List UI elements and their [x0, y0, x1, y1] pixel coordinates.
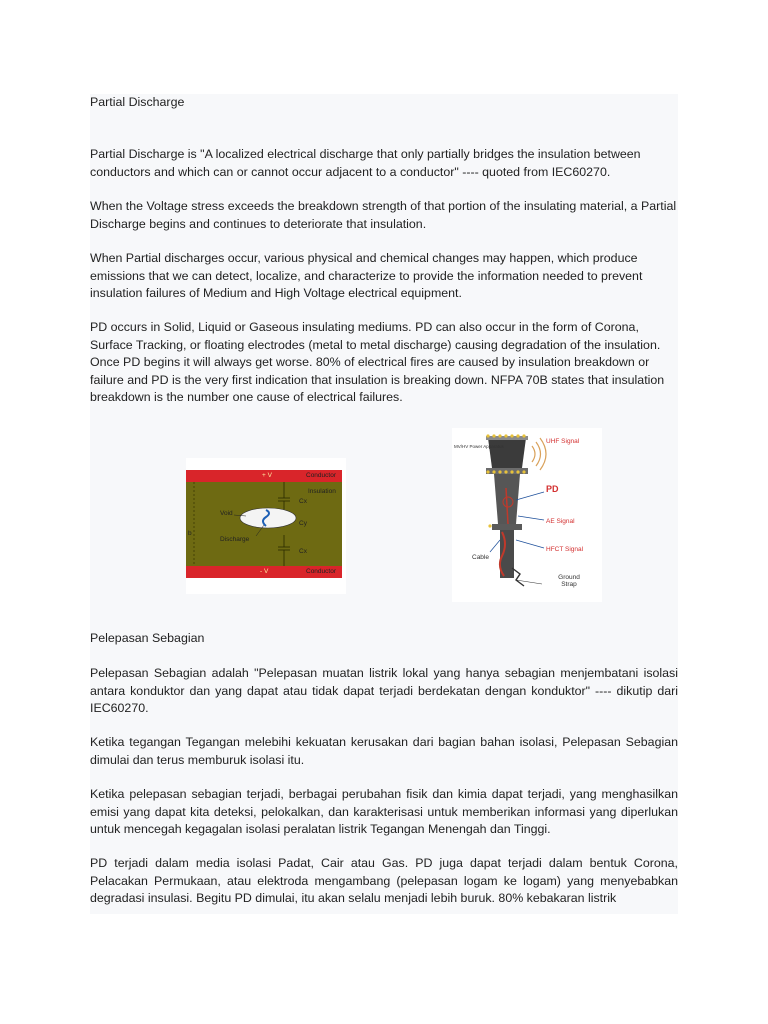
label-apparatus: MV/HV Power Apparatus	[454, 444, 504, 449]
label-insulation: Insulation	[308, 488, 336, 495]
label-ground-strap: Ground Strap	[558, 574, 580, 588]
paragraph-pd-terjadi: PD terjadi dalam media isolasi Padat, Cair atau Gas. PD juga dapat terjadi dalam bentuk Corona, Pelacakan Permukaan, atau elektroda mengambang (pelepasan logam ke logam) yang menyebabkan degradasi insulasi. Begitu PD dimulai, itu akan selalu menjadi lebih buruk. 80% kebakaran listrik	[90, 856, 678, 905]
cable-termination-pd-diagram	[452, 428, 602, 602]
paragraph-emissions: When Partial discharges occur, various physical and chemical changes may happen, which produce emissions that we can detect, localize, and characterize to provide the information needed to prevent insulation failures of Medium and High Voltage electrical equipment.	[90, 251, 643, 300]
label-bottom-conductor: Conductor	[306, 568, 336, 575]
label-top-conductor: Conductor	[306, 472, 336, 479]
label-ae-signal: AE Signal	[546, 518, 575, 525]
label-hfct-signal: HFCT Signal	[546, 546, 584, 553]
label-cx-bottom: Cx	[299, 548, 307, 555]
label-void: Void	[220, 510, 233, 517]
label-uhf-signal: UHF Signal	[546, 438, 580, 445]
paragraph-definition: Partial Discharge is "A localized electrical discharge that only partially bridges the insulation between conductors and which can or cannot occur adjacent to a conductor" ---- quoted from IEC60270.	[90, 147, 641, 179]
label-pd: PD	[546, 484, 559, 494]
insulation-void-diagram	[186, 458, 346, 594]
label-side: b	[188, 530, 192, 537]
paragraph-pd-occurs: PD occurs in Solid, Liquid or Gaseous insulating mediums. PD can also occur in the form of Corona, Surface Tracking, or floating electrodes (metal to metal discharge) causing degradation of the insulation. Once PD begins it will always get worse. 80% of electrical fires are caused by insulation breakdown or failure and PD is the very first indication that insulation is breaking down. NFPA 70B states that insulation breakdown is the number one cause of electrical failures.	[90, 320, 665, 404]
document-page	[90, 94, 678, 914]
label-top-voltage: + V	[262, 472, 272, 479]
paragraph-tegangan: Ketika tegangan Tegangan melebihi kekuatan kerusakan dari bagian bahan isolasi, Pelepasan Sebagian dimulai dan terus memburuk isolasi itu.	[90, 735, 678, 767]
label-cable: Cable	[472, 554, 489, 561]
label-bottom-voltage: - V	[260, 568, 269, 575]
paragraph-definisi: Pelepasan Sebagian adalah "Pelepasan muatan listrik lokal yang hanya sebagian menjembatani isolasi antara konduktor dan yang dapat atau tidak dapat terjadi berdekatan dengan konduktor" ---- dikutip dari IEC60270.	[90, 666, 678, 715]
heading-pelepasan-sebagian: Pelepasan Sebagian	[90, 631, 205, 645]
paragraph-emisi: Ketika pelepasan sebagian terjadi, berbagai perubahan fisik dan kimia dapat terjadi, yang menghasilkan emisi yang dapat kita deteksi, pelokalkan, dan karakterisasi untuk memberikan informasi yang diperlukan untuk mencegah kegagalan isolasi peralatan listrik Tegangan Menengah dan Tinggi.	[90, 787, 678, 836]
paragraph-voltage-stress: When the Voltage stress exceeds the breakdown strength of that portion of the insulating material, a Partial Discharge begins and continues to deteriorate that insulation.	[90, 199, 677, 231]
label-discharge: Discharge	[220, 536, 250, 543]
termination-top-body	[488, 438, 526, 468]
heading-partial-discharge: Partial Discharge	[90, 95, 185, 109]
uhf-wave-icon	[532, 446, 535, 462]
label-cy: Cy	[299, 520, 307, 527]
label-cx-top: Cx	[299, 498, 307, 505]
